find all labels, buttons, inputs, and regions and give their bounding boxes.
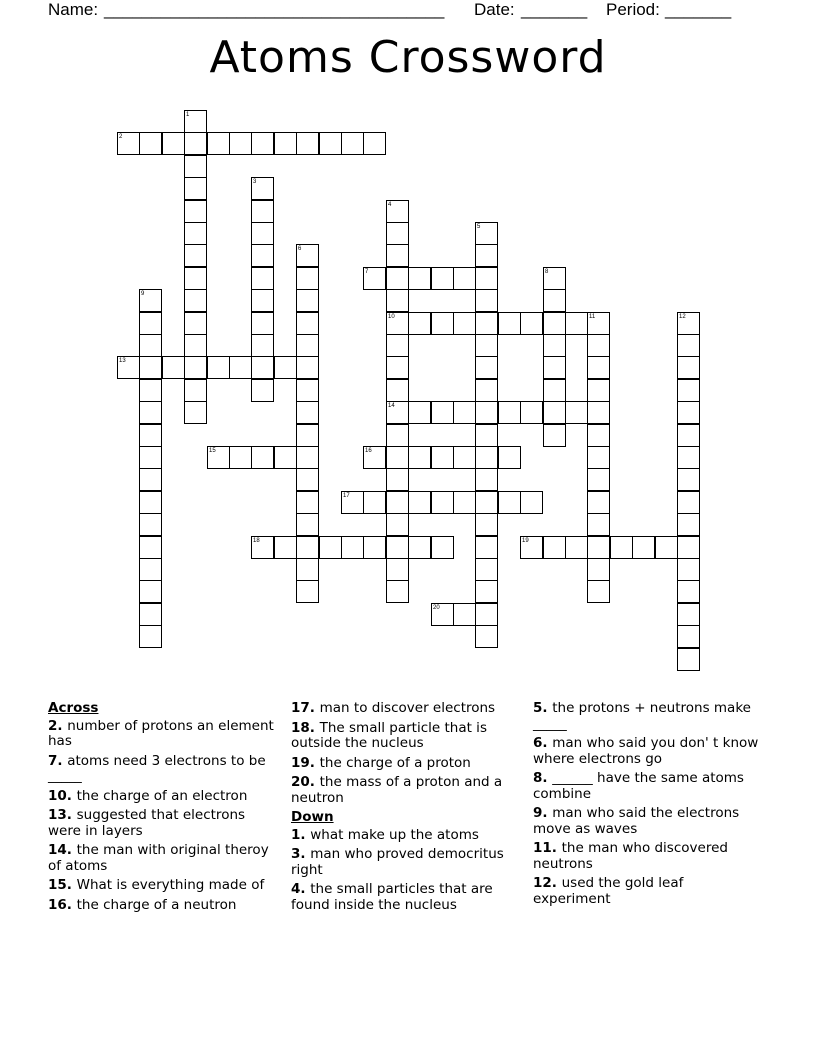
- clue-number-label: 17: [343, 493, 350, 499]
- page-title: Atoms Crossword: [209, 32, 607, 83]
- crossword-cell[interactable]: [207, 132, 230, 155]
- crossword-cell[interactable]: [251, 536, 274, 559]
- crossword-cell[interactable]: [431, 267, 454, 290]
- clue-number: 7.: [48, 752, 68, 769]
- clue-number-label: 12: [679, 314, 686, 320]
- crossword-cell[interactable]: [386, 334, 409, 357]
- crossword-cell[interactable]: [587, 536, 610, 559]
- crossword-cell[interactable]: [386, 312, 409, 335]
- crossword-cell[interactable]: [587, 356, 610, 379]
- crossword-cell[interactable]: [543, 312, 566, 335]
- crossword-cell[interactable]: [162, 356, 185, 379]
- crossword-cell[interactable]: [475, 356, 498, 379]
- crossword-cell[interactable]: [296, 401, 319, 424]
- name-line[interactable]: ____________________________________: [104, 0, 445, 19]
- crossword-cell[interactable]: [587, 558, 610, 581]
- period-line[interactable]: _______: [665, 0, 732, 19]
- crossword-cell[interactable]: [363, 536, 386, 559]
- crossword-cell[interactable]: [587, 580, 610, 603]
- crossword-cell[interactable]: [475, 625, 498, 648]
- crossword-cell[interactable]: [543, 267, 566, 290]
- crossword-cell[interactable]: [139, 289, 162, 312]
- crossword-cell[interactable]: [677, 468, 700, 491]
- crossword-cell[interactable]: [475, 222, 498, 245]
- crossword-cell[interactable]: [296, 491, 319, 514]
- crossword-cell[interactable]: [677, 312, 700, 335]
- clue-number: 8.: [533, 770, 553, 786]
- crossword-cell[interactable]: [117, 132, 140, 155]
- clue-text: what make up the atoms: [310, 826, 479, 843]
- crossword-cell[interactable]: [251, 356, 274, 379]
- crossword-cell[interactable]: [453, 312, 476, 335]
- clue-item: [533, 806, 763, 837]
- crossword-cell[interactable]: [431, 536, 454, 559]
- clue-text: suggested that electrons were in layers: [48, 807, 246, 839]
- crossword-cell[interactable]: [139, 312, 162, 335]
- crossword-cell[interactable]: [386, 267, 409, 290]
- crossword-cell[interactable]: [251, 132, 274, 155]
- crossword-cell[interactable]: [184, 356, 207, 379]
- crossword-cell[interactable]: [386, 379, 409, 402]
- clue-item: [48, 843, 278, 874]
- crossword-cell[interactable]: [139, 446, 162, 469]
- crossword-cell[interactable]: [139, 580, 162, 603]
- crossword-cell[interactable]: [386, 222, 409, 245]
- crossword-cell[interactable]: [677, 379, 700, 402]
- clue-text: the man with original theroy of atoms: [48, 842, 269, 874]
- clue-number: 20.: [291, 774, 320, 790]
- crossword-cell[interactable]: [139, 468, 162, 491]
- crossword-cell[interactable]: [251, 379, 274, 402]
- crossword-cell[interactable]: [386, 558, 409, 581]
- crossword-cell[interactable]: [587, 401, 610, 424]
- crossword-cell[interactable]: [251, 267, 274, 290]
- clue-item: [291, 847, 521, 878]
- crossword-cell[interactable]: [139, 603, 162, 626]
- crossword-cell[interactable]: [363, 491, 386, 514]
- clue-number: 12.: [533, 875, 562, 891]
- crossword-cell[interactable]: [162, 132, 185, 155]
- crossword-cell[interactable]: [296, 536, 319, 559]
- crossword-cell[interactable]: [677, 603, 700, 626]
- crossword-cell[interactable]: [408, 312, 431, 335]
- crossword-cell[interactable]: [543, 424, 566, 447]
- clue-number-label: 10: [388, 314, 395, 320]
- crossword-cell[interactable]: [184, 334, 207, 357]
- crossword-cell[interactable]: [184, 267, 207, 290]
- clue-item: [291, 775, 521, 806]
- crossword-cell[interactable]: [475, 468, 498, 491]
- crossword-cell[interactable]: [677, 334, 700, 357]
- crossword-cell[interactable]: [677, 356, 700, 379]
- crossword-cell[interactable]: [296, 334, 319, 357]
- crossword-cell[interactable]: [296, 379, 319, 402]
- crossword-cell[interactable]: [386, 356, 409, 379]
- clue-item: [48, 754, 278, 785]
- clue-number-label: 6: [298, 246, 302, 252]
- crossword-cell[interactable]: [565, 536, 588, 559]
- crossword-cell[interactable]: [453, 446, 476, 469]
- clue-number: 15.: [48, 877, 77, 893]
- crossword-cell[interactable]: [475, 244, 498, 267]
- crossword-cell[interactable]: [520, 312, 543, 335]
- crossword-cell[interactable]: [453, 401, 476, 424]
- clue-text: the man who discovered neutrons: [533, 840, 728, 872]
- crossword-cell[interactable]: [565, 401, 588, 424]
- clue-item: [48, 719, 278, 750]
- crossword-cell[interactable]: [677, 580, 700, 603]
- clue-item: [48, 898, 278, 914]
- crossword-cell[interactable]: [139, 491, 162, 514]
- crossword-cell[interactable]: [475, 267, 498, 290]
- crossword-cell[interactable]: [296, 424, 319, 447]
- clue-text: the small particles that are found inside the nucleus: [291, 881, 493, 913]
- crossword-cell[interactable]: [229, 132, 252, 155]
- crossword-cell[interactable]: [677, 536, 700, 559]
- clue-text: the charge of a neutron: [76, 896, 237, 913]
- clue-column-1: [48, 701, 278, 917]
- crossword-cell[interactable]: [655, 536, 678, 559]
- crossword-cell[interactable]: [520, 491, 543, 514]
- crossword-cell[interactable]: [251, 289, 274, 312]
- clue-text: What is everything made of: [76, 877, 265, 893]
- crossword-cell[interactable]: [296, 468, 319, 491]
- crossword-cell[interactable]: [363, 267, 386, 290]
- crossword-cell[interactable]: [251, 446, 274, 469]
- crossword-cell[interactable]: [475, 580, 498, 603]
- clue-number: 13.: [48, 807, 77, 823]
- crossword-cell[interactable]: [386, 289, 409, 312]
- crossword-cell[interactable]: [677, 513, 700, 536]
- crossword-cell[interactable]: [587, 312, 610, 335]
- crossword-cell[interactable]: [498, 401, 521, 424]
- crossword-cell[interactable]: [520, 401, 543, 424]
- crossword-cell[interactable]: [184, 244, 207, 267]
- crossword-cell[interactable]: [296, 132, 319, 155]
- crossword-cell[interactable]: [139, 401, 162, 424]
- crossword-cell[interactable]: [251, 312, 274, 335]
- crossword-cell[interactable]: [363, 132, 386, 155]
- crossword-cell[interactable]: [274, 536, 297, 559]
- clue-text: ______ have the same atoms combine: [533, 770, 744, 802]
- crossword-cell[interactable]: [184, 110, 207, 133]
- date-label: Date:: [474, 0, 520, 19]
- crossword-cell[interactable]: [632, 536, 655, 559]
- clue-number-label: 5: [477, 224, 481, 230]
- crossword-cell[interactable]: [408, 491, 431, 514]
- crossword-cell[interactable]: [475, 558, 498, 581]
- crossword-cell[interactable]: [207, 446, 230, 469]
- crossword-cell[interactable]: [139, 379, 162, 402]
- crossword-cell[interactable]: [677, 446, 700, 469]
- crossword-cell[interactable]: [677, 625, 700, 648]
- clue-number: 17.: [291, 700, 320, 716]
- clue-number-label: 15: [209, 448, 216, 454]
- crossword-cell[interactable]: [139, 558, 162, 581]
- crossword-cell[interactable]: [251, 334, 274, 357]
- crossword-cell[interactable]: [431, 491, 454, 514]
- crossword-cell[interactable]: [139, 334, 162, 357]
- clue-number: 10.: [48, 787, 77, 804]
- crossword-cell[interactable]: [184, 132, 207, 155]
- crossword-cell[interactable]: [677, 401, 700, 424]
- clue-text: man who proved democritus right: [291, 846, 504, 878]
- crossword-cell[interactable]: [475, 536, 498, 559]
- crossword-cell[interactable]: [184, 289, 207, 312]
- clue-number: 5.: [533, 700, 553, 716]
- clue-number-label: 20: [433, 605, 440, 611]
- name-label: Name:: [48, 0, 103, 19]
- crossword-cell[interactable]: [184, 401, 207, 424]
- date-line[interactable]: _______: [521, 0, 588, 19]
- crossword-cell[interactable]: [229, 446, 252, 469]
- crossword-cell[interactable]: [386, 424, 409, 447]
- crossword-cell[interactable]: [274, 446, 297, 469]
- clue-item: [291, 882, 521, 913]
- clue-item: [533, 771, 763, 802]
- clue-item: [291, 828, 521, 844]
- crossword-cell[interactable]: [229, 356, 252, 379]
- crossword-cell[interactable]: [565, 312, 588, 335]
- crossword-cell[interactable]: [319, 132, 342, 155]
- clue-item: [48, 808, 278, 839]
- clue-number-label: 9: [141, 291, 145, 297]
- clue-text: the protons + neutrons make _____: [533, 700, 751, 732]
- period-label: Period:: [606, 0, 665, 19]
- clue-number: 2.: [48, 717, 68, 734]
- crossword-cell[interactable]: [677, 424, 700, 447]
- crossword-cell[interactable]: [274, 356, 297, 379]
- crossword-cell[interactable]: [408, 446, 431, 469]
- clue-number-label: 1: [186, 112, 190, 118]
- crossword-cell[interactable]: [386, 468, 409, 491]
- crossword-cell[interactable]: [363, 446, 386, 469]
- crossword-cell[interactable]: [184, 379, 207, 402]
- crossword-cell[interactable]: [475, 334, 498, 357]
- crossword-cell[interactable]: [408, 401, 431, 424]
- crossword-cell[interactable]: [431, 603, 454, 626]
- crossword-cell[interactable]: [296, 446, 319, 469]
- clue-text: man to discover electrons: [319, 700, 496, 716]
- clue-number-label: 13: [119, 358, 126, 364]
- crossword-cell[interactable]: [475, 491, 498, 514]
- crossword-cell[interactable]: [251, 200, 274, 223]
- clue-item: [533, 841, 763, 872]
- clue-item: [533, 701, 763, 732]
- crossword-cell[interactable]: [587, 424, 610, 447]
- across-clue-list-1: [48, 719, 278, 914]
- clue-item: [48, 789, 278, 805]
- crossword-cell[interactable]: [453, 267, 476, 290]
- clue-text: the charge of a proton: [319, 754, 471, 771]
- crossword-cell[interactable]: [520, 536, 543, 559]
- clue-number-label: 16: [365, 448, 372, 454]
- clue-item: [533, 876, 763, 907]
- crossword-cell[interactable]: [296, 289, 319, 312]
- clue-number: 9.: [533, 805, 553, 821]
- crossword-cell[interactable]: [475, 289, 498, 312]
- crossword-cell[interactable]: [296, 513, 319, 536]
- clue-number-label: 3: [253, 179, 257, 185]
- crossword-cell[interactable]: [543, 536, 566, 559]
- crossword-cell[interactable]: [587, 379, 610, 402]
- crossword-cell[interactable]: [543, 379, 566, 402]
- crossword-cell[interactable]: [251, 222, 274, 245]
- crossword-cell[interactable]: [296, 558, 319, 581]
- clue-number: 1.: [291, 826, 311, 843]
- clue-number: 16.: [48, 896, 77, 913]
- clue-column-3: [533, 701, 763, 911]
- crossword-cell[interactable]: [498, 312, 521, 335]
- clue-number: 19.: [291, 754, 320, 771]
- crossword-cell[interactable]: [184, 312, 207, 335]
- crossword-cell[interactable]: [184, 222, 207, 245]
- crossword-cell[interactable]: [453, 603, 476, 626]
- crossword-cell[interactable]: [296, 312, 319, 335]
- across-clue-list-2: [291, 701, 521, 806]
- crossword-cell[interactable]: [341, 491, 364, 514]
- down-clue-list-1: [291, 828, 521, 914]
- crossword-cell[interactable]: [543, 401, 566, 424]
- crossword-cell[interactable]: [475, 446, 498, 469]
- clue-number: 18.: [291, 719, 320, 736]
- crossword-cell[interactable]: [207, 356, 230, 379]
- crossword-cell[interactable]: [139, 536, 162, 559]
- crossword-cell[interactable]: [386, 446, 409, 469]
- clue-item: [533, 736, 763, 767]
- down-clue-list-2: [533, 701, 763, 907]
- clue-number-label: 14: [388, 403, 395, 409]
- crossword-cell[interactable]: [431, 401, 454, 424]
- crossword-cell[interactable]: [341, 536, 364, 559]
- clue-text: used the gold leaf experiment: [533, 875, 684, 907]
- clue-text: number of protons an element has: [48, 717, 274, 749]
- clue-text: The small particle that is outside the nucleus: [291, 719, 487, 751]
- crossword-cell[interactable]: [543, 356, 566, 379]
- clue-column-2: [291, 701, 521, 917]
- crossword-cell[interactable]: [319, 536, 342, 559]
- crossword-cell[interactable]: [139, 625, 162, 648]
- crossword-cell[interactable]: [677, 648, 700, 671]
- crossword-cell[interactable]: [453, 491, 476, 514]
- crossword-cell[interactable]: [408, 536, 431, 559]
- crossword-cell[interactable]: [117, 356, 140, 379]
- crossword-cell[interactable]: [408, 267, 431, 290]
- crossword-cell[interactable]: [431, 312, 454, 335]
- down-heading: Down: [291, 809, 334, 825]
- crossword-cell[interactable]: [475, 401, 498, 424]
- crossword-cell[interactable]: [475, 379, 498, 402]
- crossword-cell[interactable]: [386, 401, 409, 424]
- crossword-cell[interactable]: [677, 491, 700, 514]
- crossword-cell[interactable]: [184, 155, 207, 178]
- clue-item: [48, 878, 278, 894]
- crossword-cell[interactable]: [475, 513, 498, 536]
- crossword-cell[interactable]: [587, 334, 610, 357]
- clue-text: man who said the electrons move as waves: [533, 805, 740, 837]
- crossword-cell[interactable]: [184, 200, 207, 223]
- crossword-cell[interactable]: [296, 267, 319, 290]
- clue-item: [291, 756, 521, 772]
- crossword-cell[interactable]: [341, 132, 364, 155]
- crossword-cell[interactable]: [386, 491, 409, 514]
- clue-number-label: 2: [119, 134, 123, 140]
- clue-item: [291, 701, 521, 717]
- clue-number-label: 18: [253, 538, 260, 544]
- crossword-cell[interactable]: [386, 580, 409, 603]
- across-heading: Across: [48, 700, 99, 716]
- crossword-cell[interactable]: [296, 356, 319, 379]
- crossword-cell[interactable]: [498, 446, 521, 469]
- clue-number-label: 7: [365, 269, 369, 275]
- crossword-cell[interactable]: [139, 424, 162, 447]
- crossword-cell[interactable]: [587, 468, 610, 491]
- crossword-cell[interactable]: [587, 446, 610, 469]
- crossword-cell[interactable]: [139, 356, 162, 379]
- clue-number: 4.: [291, 881, 311, 897]
- clue-number-label: 11: [589, 314, 596, 320]
- crossword-cell[interactable]: [139, 513, 162, 536]
- clue-number-label: 19: [522, 538, 529, 544]
- crossword-cell[interactable]: [431, 446, 454, 469]
- crossword-cell[interactable]: [587, 513, 610, 536]
- clue-item: [291, 721, 521, 752]
- clue-number: 14.: [48, 842, 77, 858]
- clue-number: 3.: [291, 846, 311, 862]
- crossword-cell[interactable]: [139, 132, 162, 155]
- crossword-cell[interactable]: [677, 558, 700, 581]
- crossword-cell[interactable]: [184, 177, 207, 200]
- crossword-cell[interactable]: [543, 289, 566, 312]
- crossword-cell[interactable]: [475, 424, 498, 447]
- crossword-cell[interactable]: [386, 536, 409, 559]
- crossword-cell[interactable]: [475, 312, 498, 335]
- crossword-cell[interactable]: [543, 334, 566, 357]
- crossword-cell[interactable]: [587, 491, 610, 514]
- crossword-cell[interactable]: [610, 536, 633, 559]
- clue-number: 6.: [533, 735, 553, 751]
- clue-number: 11.: [533, 840, 562, 856]
- crossword-cell[interactable]: [386, 244, 409, 267]
- crossword-cell[interactable]: [475, 603, 498, 626]
- clue-text: the charge of an electron: [76, 787, 248, 804]
- crossword-cell[interactable]: [296, 244, 319, 267]
- crossword-cell[interactable]: [386, 200, 409, 223]
- clue-text: atoms need 3 electrons to be _____: [48, 752, 266, 784]
- crossword-cell[interactable]: [274, 132, 297, 155]
- crossword-cell[interactable]: [296, 580, 319, 603]
- crossword-cell[interactable]: [251, 177, 274, 200]
- clue-number-label: 4: [388, 202, 392, 208]
- crossword-cell[interactable]: [386, 513, 409, 536]
- crossword-cell[interactable]: [498, 491, 521, 514]
- clue-number-label: 8: [545, 269, 549, 275]
- crossword-cell[interactable]: [251, 244, 274, 267]
- clue-text: the mass of a proton and a neutron: [291, 774, 503, 806]
- clue-text: man who said you don' t know where electrons go: [533, 735, 759, 767]
